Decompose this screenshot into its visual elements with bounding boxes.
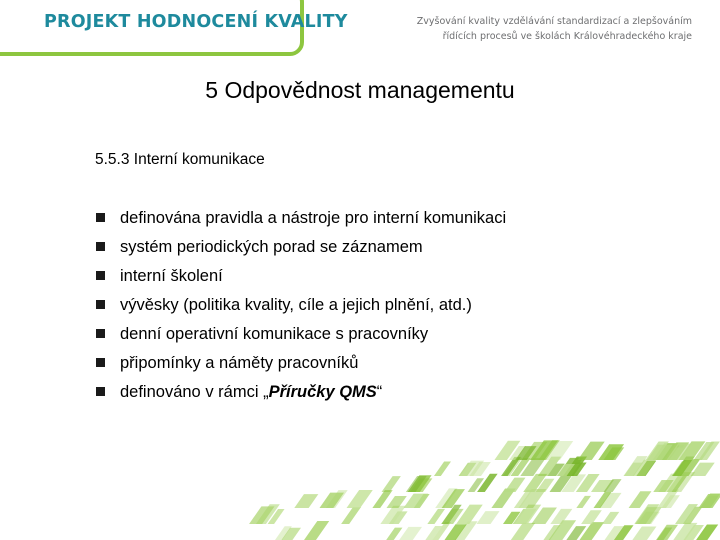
bullet-text: připomínky a náměty pracovníků bbox=[120, 354, 359, 372]
pattern-tile bbox=[399, 527, 422, 540]
square-bullet-icon bbox=[96, 271, 105, 280]
pattern-tile bbox=[549, 520, 577, 540]
pattern-tile bbox=[249, 506, 274, 524]
bullet-item bbox=[96, 207, 506, 236]
square-bullet-icon bbox=[96, 387, 105, 396]
pattern-tile bbox=[635, 507, 661, 524]
pattern-tile bbox=[563, 456, 587, 476]
pattern-tile bbox=[538, 440, 559, 460]
pattern-tile bbox=[549, 476, 571, 492]
pattern-tile bbox=[550, 509, 572, 524]
pattern-tile bbox=[556, 464, 579, 476]
bullet-item bbox=[96, 323, 506, 352]
pattern-tile bbox=[441, 505, 462, 524]
pattern-tile bbox=[632, 526, 656, 540]
pattern-tile bbox=[455, 521, 478, 540]
pattern-tile bbox=[434, 461, 451, 476]
pattern-tile bbox=[656, 525, 678, 540]
square-bullet-icon bbox=[96, 329, 105, 338]
pattern-tile bbox=[404, 494, 429, 508]
pattern-tile bbox=[442, 509, 464, 524]
bullet-item-last bbox=[96, 381, 506, 410]
pattern-tile bbox=[578, 442, 605, 460]
pattern-tile bbox=[513, 509, 537, 524]
pattern-tile bbox=[518, 489, 546, 508]
pattern-tile bbox=[548, 464, 565, 476]
pattern-tile bbox=[408, 475, 432, 492]
pattern-tile bbox=[603, 447, 624, 460]
pattern-tile bbox=[673, 457, 695, 476]
pattern-tile bbox=[629, 491, 652, 508]
pattern-tile bbox=[382, 476, 401, 492]
pattern-tile bbox=[530, 440, 558, 460]
pattern-tile bbox=[691, 463, 715, 476]
pattern-tile bbox=[432, 522, 451, 540]
pattern-tile bbox=[521, 442, 547, 460]
pattern-tile bbox=[319, 493, 344, 508]
pattern-tile bbox=[658, 474, 684, 492]
pattern-tile bbox=[580, 522, 605, 540]
pattern-tile bbox=[698, 494, 719, 508]
pattern-tile bbox=[442, 489, 465, 508]
pattern-tile bbox=[294, 494, 318, 508]
bullet-text: definována pravidla a nástroje pro interní komunikaci bbox=[120, 209, 507, 227]
pattern-tile bbox=[511, 523, 535, 540]
pattern-tile bbox=[435, 488, 457, 508]
pattern-tile bbox=[669, 444, 691, 460]
pattern-tile bbox=[468, 478, 484, 492]
pattern-tile bbox=[567, 463, 587, 476]
pattern-tile bbox=[523, 474, 547, 492]
pattern-tile bbox=[657, 527, 673, 540]
slide-title: 5 Odpovědnost managementu bbox=[205, 77, 515, 103]
tagline-line-1: Zvyšování kvality vzdělávání standardizací a zlepšováním bbox=[416, 16, 692, 27]
pattern-tile bbox=[510, 458, 530, 476]
pattern-tile bbox=[675, 504, 698, 524]
pattern-tile bbox=[538, 457, 561, 476]
pattern-tile bbox=[427, 509, 445, 524]
pattern-tile bbox=[275, 526, 292, 540]
square-bullet-icon bbox=[96, 358, 105, 367]
pattern-tile bbox=[646, 441, 669, 460]
pattern-tile bbox=[531, 507, 557, 524]
pattern-tile bbox=[386, 496, 406, 508]
pattern-tile bbox=[672, 461, 690, 476]
pattern-tile bbox=[581, 510, 602, 524]
bullet-text: interní školení bbox=[120, 267, 223, 285]
bullet-text: denní operativní komunikace s pracovníky bbox=[120, 325, 429, 343]
pattern-tile bbox=[469, 462, 490, 476]
pattern-tile bbox=[647, 445, 673, 460]
pattern-tile bbox=[700, 493, 720, 508]
pattern-tile bbox=[476, 511, 499, 524]
pattern-tile bbox=[520, 458, 545, 476]
header-tagline bbox=[402, 14, 692, 44]
bullet-text-suffix: “ bbox=[376, 383, 383, 401]
pattern-tile bbox=[406, 476, 427, 492]
pattern-tile bbox=[653, 480, 673, 492]
pattern-tile bbox=[623, 456, 647, 476]
pattern-tile bbox=[598, 444, 624, 460]
square-bullet-icon bbox=[96, 300, 105, 309]
pattern-tile bbox=[638, 512, 660, 524]
square-bullet-icon bbox=[96, 242, 105, 251]
bullet-text: systém periodických porad se záznamem bbox=[120, 238, 423, 256]
bullet-list bbox=[96, 207, 506, 410]
bullet-item bbox=[96, 352, 506, 381]
pattern-tile bbox=[504, 478, 525, 492]
pattern-tile bbox=[594, 492, 612, 508]
pattern-tile bbox=[515, 446, 536, 460]
pattern-tile bbox=[503, 458, 523, 476]
bullet-text: vývěsky (politika kvality, cíle a jejich plnění, atd.) bbox=[120, 296, 472, 314]
pattern-tile bbox=[667, 476, 687, 492]
pattern-tile bbox=[576, 474, 600, 492]
pattern-tile bbox=[545, 441, 573, 460]
pattern-tile bbox=[633, 460, 657, 476]
pattern-tile bbox=[664, 442, 689, 460]
pattern-tile bbox=[410, 478, 432, 492]
pattern-tile bbox=[509, 446, 526, 460]
pattern-tile bbox=[602, 512, 619, 524]
pattern-tile bbox=[380, 506, 406, 524]
project-logo bbox=[0, 0, 348, 56]
pattern-tile bbox=[503, 512, 521, 524]
pattern-tile bbox=[515, 505, 541, 524]
bullet-text-emphasis: Příručky QMS bbox=[268, 383, 377, 401]
pattern-tile bbox=[389, 511, 408, 524]
pattern-tile bbox=[667, 447, 683, 460]
pattern-tile bbox=[304, 521, 329, 540]
pattern-tile bbox=[624, 463, 643, 476]
pattern-tile bbox=[341, 507, 361, 524]
pattern-tile bbox=[673, 523, 697, 540]
pattern-tile bbox=[372, 490, 392, 508]
bullet-text-prefix: definováno v rámci „ bbox=[120, 383, 269, 401]
pattern-tile bbox=[666, 472, 695, 492]
pattern-tile bbox=[657, 489, 679, 508]
pattern-tile bbox=[679, 441, 706, 460]
pattern-tile bbox=[256, 504, 280, 524]
pattern-tile bbox=[576, 496, 591, 508]
pattern-tile bbox=[683, 507, 703, 524]
section-subheading: 5.5.3 Interní komunikace bbox=[95, 151, 265, 168]
pattern-tile bbox=[494, 441, 520, 460]
pattern-tile bbox=[414, 494, 430, 508]
pattern-tile bbox=[491, 488, 515, 508]
pattern-tile bbox=[668, 445, 684, 460]
pattern-tile bbox=[557, 458, 583, 476]
pattern-tile bbox=[636, 461, 656, 476]
pattern-tile bbox=[605, 526, 625, 540]
pattern-tile bbox=[634, 504, 659, 524]
pattern-tile bbox=[386, 528, 402, 540]
pattern-tile bbox=[268, 509, 285, 524]
pattern-tile bbox=[501, 457, 521, 476]
pattern-tile bbox=[694, 442, 715, 460]
pattern-tile bbox=[696, 524, 718, 540]
bullet-item bbox=[96, 265, 506, 294]
pattern-tile bbox=[456, 505, 483, 524]
pattern-tile bbox=[604, 479, 622, 492]
pattern-tile bbox=[561, 474, 586, 492]
pattern-tile bbox=[543, 525, 560, 540]
pattern-tile bbox=[425, 526, 442, 540]
pattern-tile bbox=[662, 495, 680, 508]
pattern-tile bbox=[599, 493, 621, 508]
pattern-tile bbox=[536, 479, 555, 492]
bullet-item bbox=[96, 236, 506, 265]
pattern-tile bbox=[459, 463, 477, 476]
pattern-tile bbox=[614, 525, 634, 540]
pattern-tile bbox=[675, 459, 700, 476]
square-bullet-icon bbox=[96, 213, 105, 222]
pattern-tile bbox=[700, 496, 719, 508]
pattern-tile bbox=[460, 461, 484, 476]
tagline-line-2: řídících procesů ve školách Královéhradeckého kraje bbox=[442, 31, 692, 42]
bullet-item bbox=[96, 294, 506, 323]
pattern-tile bbox=[653, 443, 679, 460]
pattern-tile bbox=[281, 528, 301, 540]
pattern-tile bbox=[699, 442, 720, 460]
pattern-tile bbox=[477, 474, 498, 492]
pattern-tile bbox=[683, 525, 703, 540]
pattern-tile bbox=[326, 490, 348, 508]
pattern-tile bbox=[347, 490, 373, 508]
logo-text: PROJEKT HODNOCENÍ KVALITY bbox=[44, 12, 348, 32]
pattern-tile bbox=[591, 480, 614, 492]
pattern-tile bbox=[566, 526, 586, 540]
pattern-tile bbox=[514, 490, 533, 508]
pattern-tile bbox=[444, 524, 466, 540]
